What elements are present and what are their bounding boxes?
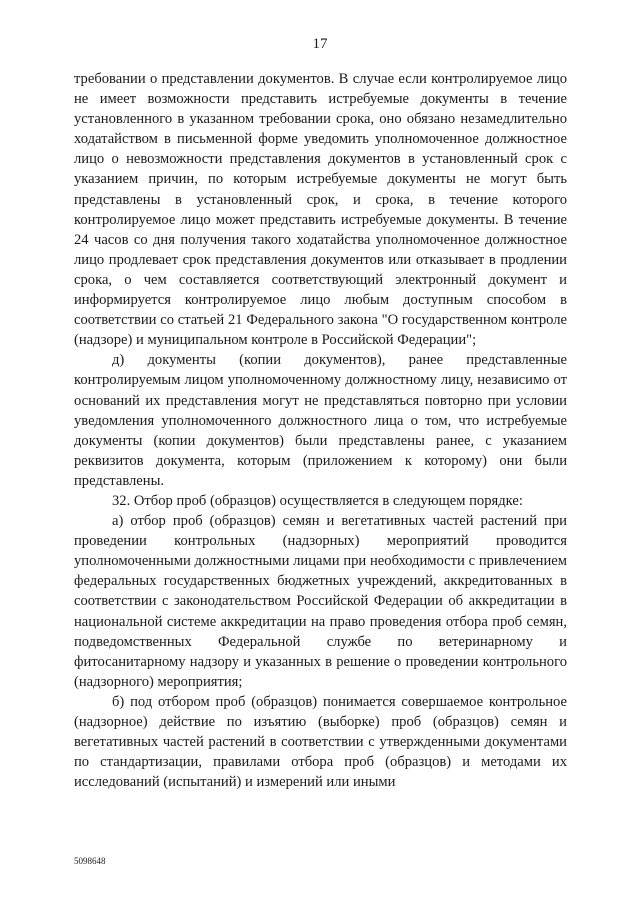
document-body xyxy=(74,69,567,792)
paragraph-continuation: требовании о представлении документов. В случае если контролируемое лицо не имеет возможности представить истребуемые документы в течение установленного в указанном требовании срока, оно обязано незамедлительно ходатайством в письменной форме уведомить уполномоченное должностное лицо о невозможности представления документов в установленный срок с указанием причин, по которым истребуемые документы не могут быть представлены в установленный срок, и срока, в течение которого контролируемое лицо может представить истребуемые документы. В течение 24 часов со дня получения такого ходатайства уполномоченное должностное лицо продлевает срок представления документов или отказывает в продлении срока, о чем составляется соответствующий электронный документ и информируется контролируемое лицо любым доступным способом в соответствии со статьей 21 Федерального закона "О государственном контроле (надзоре) и муниципальном контроле в Российской Федерации"; xyxy=(74,71,567,349)
paragraph-item-d: д) документы (копии документов), ранее представленные контролируемым лицом уполномоченному должностному лицу, независимо от оснований их представления могут не представляться повторно при условии уведомления уполномоченного должностного лица о том, что истребуемые документы (копии документов) были представлены ранее, с указанием реквизитов документа, которым (приложением к которому) они были представлены. xyxy=(74,352,567,489)
page-number: 17 xyxy=(312,36,328,52)
paragraph-item-b: б) под отбором проб (образцов) понимается совершаемое контрольное (надзорное) действие по изъятию (выборке) проб (образцов) семян и вегетативных частей растений в соответствии с утвержденными документами по стандартизации, правилами отбора проб (образцов) и методами их исследований (испытаний) и измерений или иными xyxy=(74,693,567,791)
paragraph-clause-32: 32. Отбор проб (образцов) осуществляется в следующем порядке: xyxy=(112,492,523,509)
paragraph-item-a: а) отбор проб (образцов) семян и вегетативных частей растений при проведении контрольных (надзорных) мероприятий проводится уполномоченными должностными лицами при необходимости с привлечением федеральных государственных бюджетных учреждений, аккредитованных в соответствии с законодательством Российской Федерации об аккредитации в национальной системе аккредитации на право проведения отбора проб семян, подведомственных Федеральной службе по ветеринарному и фитосанитарному надзору и указанных в решение о проведении контрольного (надзорного) мероприятия; xyxy=(74,513,567,690)
document-code: 5098648 xyxy=(74,856,106,866)
